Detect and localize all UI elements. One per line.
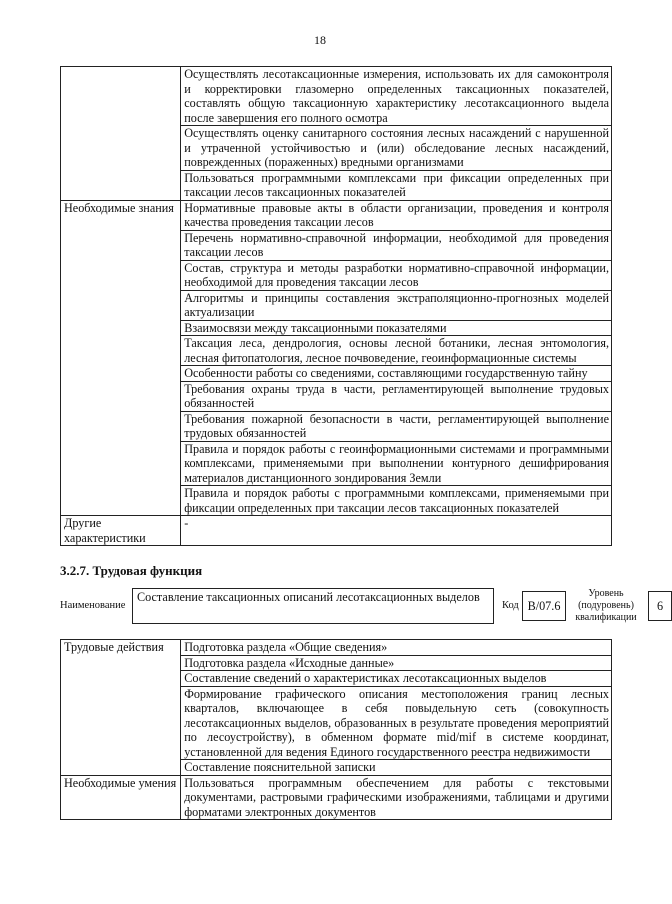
table-row xyxy=(61,775,612,820)
row-label: Трудовые действия xyxy=(61,640,181,776)
row-text: Алгоритмы и принципы составления экстраполяционно-прогнозных моделей актуализации xyxy=(181,290,612,320)
function-table xyxy=(60,639,612,820)
row-text: Таксация леса, дендрология, основы лесной ботаники, лесная энтомология, лесная фитопатология, лесное почвоведение, геоинформационные системы xyxy=(181,336,612,366)
function-name-box: Составление таксационных описаний лесотаксационных выделов xyxy=(132,588,494,624)
section-heading: 3.2.7. Трудовая функция xyxy=(60,563,203,578)
row-text: Составление сведений о характеристиках лесотаксационных выделов xyxy=(181,671,612,687)
row-label: Необходимые умения xyxy=(61,775,181,820)
row-text: Взаимосвязи между таксационными показателями xyxy=(181,320,612,336)
code-box: B/07.6 xyxy=(522,591,566,621)
page-number: 18 xyxy=(314,33,326,47)
row-label xyxy=(61,67,181,201)
row-label: Необходимые знания xyxy=(61,200,181,516)
row-text: Перечень нормативно-справочной информации, необходимой для проведения таксации лесов xyxy=(181,230,612,260)
table-row xyxy=(61,67,612,126)
row-text: Формирование графического описания местоположения границ лесных кварталов, включающее в себя повыдельную сеть (совокупность лесотаксационных выделов, образованных в результате проведения мероприятий по лесоустройству), в обменном формате mid/mif в системе координат, установленной для ведения Единого государственного реестра недвижимости xyxy=(181,686,612,760)
row-text: Состав, структура и методы разработки нормативно-справочной информации, необходимой для проведения таксации лесов xyxy=(181,260,612,290)
name-label: Наименование xyxy=(60,600,126,611)
requirements-table xyxy=(60,66,612,546)
table-row xyxy=(61,516,612,546)
table-row xyxy=(61,640,612,656)
row-text: Нормативные правовые акты в области организации, проведения и контроля качества проведения таксации лесов xyxy=(181,200,612,230)
row-label: Другие характеристики xyxy=(61,516,181,546)
row-text: - xyxy=(181,516,612,546)
row-text: Пользоваться программными комплексами при фиксации определенных при таксации лесов таксационных показателей xyxy=(181,170,612,200)
row-text: Осуществлять лесотаксационные измерения, использовать их для самоконтроля и корректировки глазомерно определенных таксационных показателей, составлять общую таксационную характеристику лесотаксационного выдела после завершения его полного осмотра xyxy=(181,67,612,126)
qualification-level-box: 6 xyxy=(648,591,672,621)
table-row xyxy=(61,200,612,230)
code-label: Код xyxy=(502,600,519,611)
row-text: Требования пожарной безопасности в части, регламентирующей выполнение трудовых обязанностей xyxy=(181,411,612,441)
row-text: Особенности работы со сведениями, составляющими государственную тайну xyxy=(181,366,612,382)
row-text: Подготовка раздела «Общие сведения» xyxy=(181,640,612,656)
row-text: Осуществлять оценку санитарного состояния лесных насаждений с нарушенной и утраченной устойчивостью и (или) обследование лесных насаждений, поврежденных (пораженных) вредными организмами xyxy=(181,126,612,171)
row-text: Правила и порядок работы с программными комплексами, применяемыми при фиксации определенных при таксации лесов таксационных показателей xyxy=(181,486,612,516)
row-text: Подготовка раздела «Исходные данные» xyxy=(181,655,612,671)
row-text: Правила и порядок работы с геоинформационными системами и программными комплексами, применяемыми при выполнении контурного дешифрирования материалов дистанционного зондирования Земли xyxy=(181,441,612,486)
function-header xyxy=(60,588,664,628)
row-text: Составление пояснительной записки xyxy=(181,760,612,776)
row-text: Требования охраны труда в части, регламентирующей выполнение трудовых обязанностей xyxy=(181,381,612,411)
qualification-level-label: Уровень (подуровень) квалификации xyxy=(575,588,637,623)
row-text: Пользоваться программным обеспечением для работы с текстовыми документами, растровыми графическими изображениями, таблицами и другими форматами электронных документов xyxy=(181,775,612,820)
